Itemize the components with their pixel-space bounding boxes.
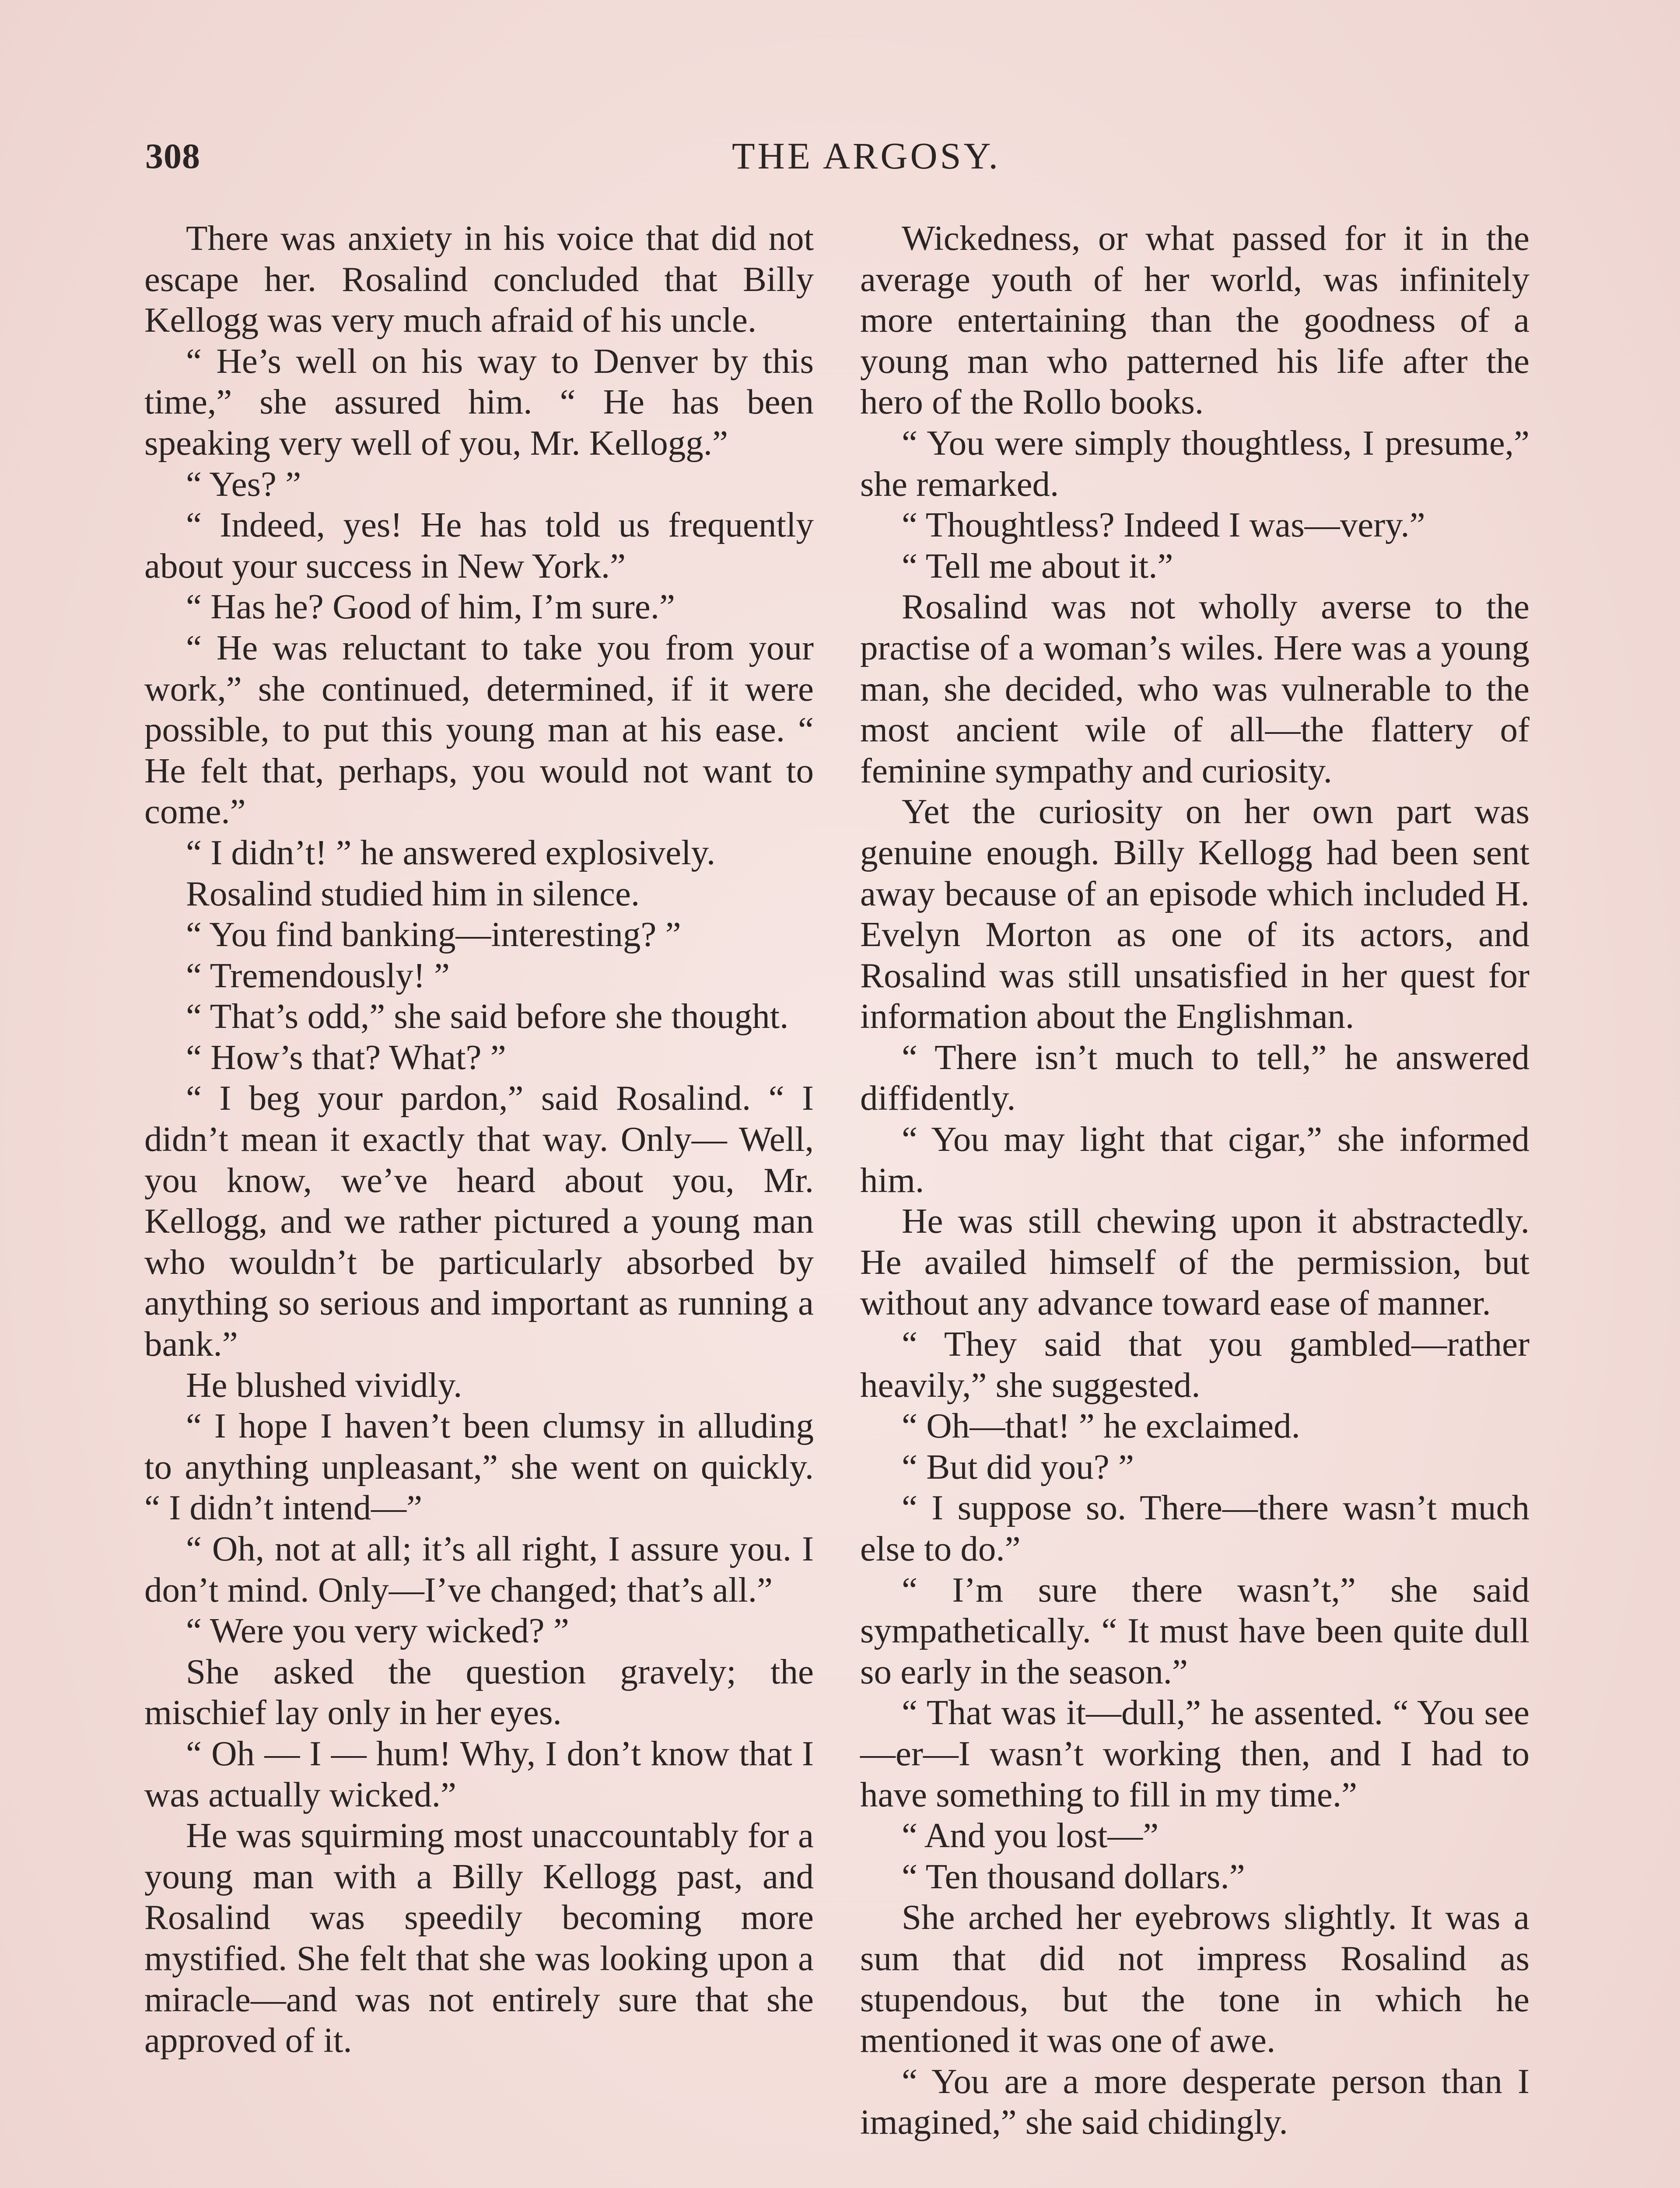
paragraph: “ There isn’t much to tell,” he answered diffidently. <box>860 1037 1530 1118</box>
paragraph: “ Tell me about it.” <box>902 546 1173 586</box>
paragraph: “ Ten thousand dollars.” <box>902 1856 1245 1896</box>
paragraph: “ I beg your pardon,” said Rosalind. “ I didn’t mean it exactly that way. Only— Well, you know, we’ve heard about you, Mr. Kellogg, and we rather pictured a young man who wouldn’t be particularly absorbed by anything so serious and important as running a bank.” <box>144 1078 814 1364</box>
paragraph: “ You are a more desperate person than I imagined,” she said chidingly. <box>860 2061 1530 2142</box>
paragraph: “ Tremendously! ” <box>186 955 450 995</box>
paragraph: There was anxiety in his voice that did not escape her. Rosalind concluded that Billy Kellogg was very much afraid of his uncle. <box>144 218 814 340</box>
paragraph: He was still chewing upon it abstractedly. He availed himself of the permission, but without any advance toward ease of manner. <box>860 1201 1530 1323</box>
page-number: 308 <box>145 136 200 176</box>
paragraph: “ I hope I haven’t been clumsy in alluding to anything unpleasant,” she went on quickly. “ I didn’t intend—” <box>144 1406 814 1528</box>
paragraph: “ Oh, not at all; it’s all right, I assure you. I don’t mind. Only—I’ve changed; that’s all.” <box>144 1529 814 1609</box>
paragraph: “ You were simply thoughtless, I presume,” she remarked. <box>860 423 1530 504</box>
paragraph: She arched her eyebrows slightly. It was a sum that did not impress Rosalind as stupendous, but the tone in which he mentioned it was one of awe. <box>860 1897 1530 2060</box>
left-column <box>144 218 814 2061</box>
paragraph: “ Indeed, yes! He has told us frequently about your success in New York.” <box>144 505 814 586</box>
running-head: THE ARGOSY. <box>732 135 1001 177</box>
paragraph: “ Yes? ” <box>186 464 301 504</box>
paragraph: Yet the curiosity on her own part was genuine enough. Billy Kellogg had been sent away because of an episode which included H. Evelyn Morton as one of its actors, and Rosalind was still unsatisfied in her quest for information about the Englishman. <box>860 792 1530 1036</box>
paragraph: “ He’s well on his way to Denver by this time,” she assured him. “ He has been speaking very well of you, Mr. Kellogg.” <box>144 341 814 463</box>
right-column <box>860 218 1530 2143</box>
paragraph: “ But did you? ” <box>902 1447 1134 1487</box>
paragraph: “ That’s odd,” she said before she thought. <box>186 996 789 1036</box>
paragraph: “ And you lost—” <box>902 1816 1159 1855</box>
paragraph: He blushed vividly. <box>186 1365 462 1405</box>
paragraph: “ How’s that? What? ” <box>186 1037 506 1077</box>
paragraph: “ Thoughtless? Indeed I was—very.” <box>902 505 1425 545</box>
paragraph: Rosalind studied him in silence. <box>186 873 640 913</box>
paragraph: She asked the question gravely; the mischief lay only in her eyes. <box>144 1652 814 1732</box>
paragraph: “ They said that you gambled—rather heavily,” she suggested. <box>860 1324 1530 1405</box>
paragraph: “ Were you very wicked? ” <box>186 1611 569 1651</box>
paragraph: “ Has he? Good of him, I’m sure.” <box>186 587 675 627</box>
paragraph: “ Oh—that! ” he exclaimed. <box>902 1406 1300 1446</box>
paragraph: Wickedness, or what passed for it in the average youth of her world, was infinitely more entertaining than the goodness of a young man who patterned his life after the hero of the Rollo books. <box>860 218 1530 422</box>
page-header <box>0 131 1680 179</box>
paragraph: “ He was reluctant to take you from your work,” she continued, determined, if it were possible, to put this young man at his ease. “ He felt that, perhaps, you would not want to come.” <box>144 628 814 831</box>
paragraph: “ I didn’t! ” he answered explosively. <box>186 832 716 872</box>
paragraph: “ That was it—dull,” he assented. “ You see—er—I wasn’t working then, and I had to have something to fill in my time.” <box>860 1693 1530 1814</box>
paragraph: “ You find banking—interesting? ” <box>186 915 681 954</box>
paragraph: He was squirming most unaccountably for a young man with a Billy Kellogg past, and Rosalind was speedily becoming more mystified. She felt that she was looking upon a miracle—and was not entirely sure that she approved of it. <box>144 1816 814 2060</box>
paragraph: “ Oh — I — hum! Why, I don’t know that I was actually wicked.” <box>144 1733 814 1814</box>
paragraph: Rosalind was not wholly averse to the practise of a woman’s wiles. Here was a young man, she decided, who was vulnerable to the most ancient wile of all—the flattery of feminine sympathy and curiosity. <box>860 587 1530 790</box>
paragraph: “ You may light that cigar,” she informed him. <box>860 1119 1530 1200</box>
paragraph: “ I suppose so. There—there wasn’t much else to do.” <box>860 1488 1530 1568</box>
paragraph: “ I’m sure there wasn’t,” she said sympathetically. “ It must have been quite dull so early in the season.” <box>860 1570 1530 1691</box>
